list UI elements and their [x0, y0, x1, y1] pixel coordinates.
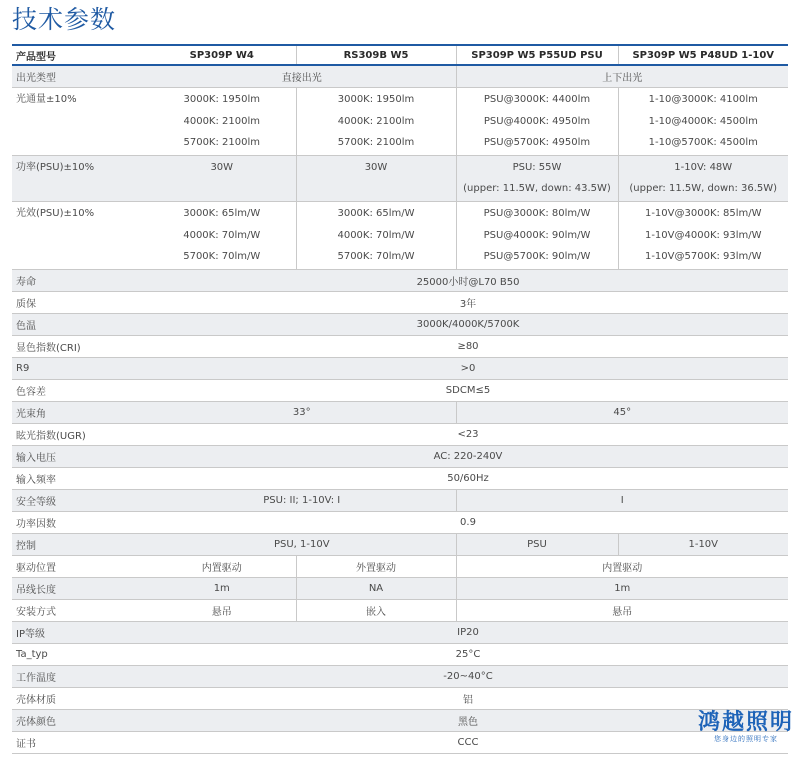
- row-label: 壳体颜色: [12, 709, 148, 731]
- cell: 悬吊: [456, 599, 788, 621]
- row-label: 壳体材质: [12, 687, 148, 709]
- header-row: [12, 45, 788, 65]
- cell: 内置驱动: [456, 555, 788, 577]
- row-driver: [12, 555, 788, 577]
- cell: 1m: [456, 577, 788, 599]
- row-label: 功率(PSU)±10%: [12, 155, 148, 201]
- cell: 嵌入: [296, 599, 456, 621]
- cell: 33°: [148, 401, 456, 423]
- cell: -20~40°C: [148, 665, 788, 687]
- row-label: 驱动位置: [12, 555, 148, 577]
- cell: <23: [148, 423, 788, 445]
- row-label: R9: [12, 357, 148, 379]
- cell: 1-10V: [618, 533, 788, 555]
- model-1: SP309P W4: [148, 45, 296, 65]
- cell: 45°: [456, 401, 788, 423]
- row-label: IP等级: [12, 621, 148, 643]
- row-warranty: [12, 291, 788, 313]
- row-label: 光束角: [12, 401, 148, 423]
- cell: >0: [148, 357, 788, 379]
- row-control: [12, 533, 788, 555]
- row-ugr: [12, 423, 788, 445]
- cell: 内置驱动: [148, 555, 296, 577]
- cell: 25°C: [148, 643, 788, 665]
- row-label: 吊线长度: [12, 577, 148, 599]
- row-ta: [12, 643, 788, 665]
- row-label: 出光类型: [12, 65, 148, 88]
- cell: 外置驱动: [296, 555, 456, 577]
- row-label: 安装方式: [12, 599, 148, 621]
- cell: 直接出光: [148, 65, 456, 88]
- cell: PSU: 55W (upper: 11.5W, down: 43.5W): [456, 155, 618, 201]
- cell: 黑色: [148, 709, 788, 731]
- cell: 1-10V: 48W (upper: 11.5W, down: 36.5W): [618, 155, 788, 201]
- cell: 上下出光: [456, 65, 788, 88]
- row-safety: [12, 489, 788, 511]
- cell: PSU: [456, 533, 618, 555]
- row-label: 输入频率: [12, 467, 148, 489]
- row-pf: [12, 511, 788, 533]
- row-cri: [12, 335, 788, 357]
- cell: PSU@3000K: 80lm/W PSU@4000K: 90lm/W PSU@5700K: 90lm/W: [456, 201, 618, 269]
- page-title: 技术参数: [12, 5, 117, 34]
- brand-name: 鸿越照明: [697, 710, 794, 735]
- row-label: 寿命: [12, 269, 148, 291]
- spec-table: [12, 44, 788, 754]
- cell: CCC: [148, 731, 788, 753]
- cell: 1-10@3000K: 4100lm 1-10@4000K: 4500lm 1-10@5700K: 4500lm: [618, 88, 788, 156]
- cell: 1m: [148, 577, 296, 599]
- row-label: Ta_typ: [12, 643, 148, 665]
- cell: 3000K: 1950lm 4000K: 2100lm 5700K: 2100lm: [296, 88, 456, 156]
- cell: PSU: II; 1-10V: I: [148, 489, 456, 511]
- row-label: 质保: [12, 291, 148, 313]
- row-flux: [12, 88, 788, 156]
- row-label: 工作温度: [12, 665, 148, 687]
- row-temp: [12, 665, 788, 687]
- brand-logo: [698, 711, 794, 744]
- row-label: 安全等级: [12, 489, 148, 511]
- cell: 1-10V@3000K: 85lm/W 1-10V@4000K: 93lm/W 1-10V@5700K: 93lm/W: [618, 201, 788, 269]
- row-frequency: [12, 467, 788, 489]
- brand-slogan: 您身边的照明专家: [713, 735, 778, 743]
- row-cert: [12, 731, 788, 753]
- cell: 50/60Hz: [148, 467, 788, 489]
- row-r9: [12, 357, 788, 379]
- row-label: 色容差: [12, 379, 148, 401]
- row-cct: [12, 313, 788, 335]
- row-label: 光通量±10%: [12, 88, 148, 156]
- cell: ≥80: [148, 335, 788, 357]
- row-mounting: [12, 599, 788, 621]
- cell: AC: 220-240V: [148, 445, 788, 467]
- cell: I: [456, 489, 788, 511]
- model-3: SP309P W5 P55UD PSU: [456, 45, 618, 65]
- row-label: 输入电压: [12, 445, 148, 467]
- row-label: 色温: [12, 313, 148, 335]
- row-sdcm: [12, 379, 788, 401]
- row-label: 显色指数(CRI): [12, 335, 148, 357]
- cell: PSU@3000K: 4400lm PSU@4000K: 4950lm PSU@5700K: 4950lm: [456, 88, 618, 156]
- cell: 3年: [148, 291, 788, 313]
- row-label: 功率因数: [12, 511, 148, 533]
- cell: 30W: [296, 155, 456, 201]
- model-2: RS309B W5: [296, 45, 456, 65]
- cell: PSU, 1-10V: [148, 533, 456, 555]
- cell: 0.9: [148, 511, 788, 533]
- cell: 悬吊: [148, 599, 296, 621]
- cell: IP20: [148, 621, 788, 643]
- cell: 铝: [148, 687, 788, 709]
- row-ip: [12, 621, 788, 643]
- cell: 25000小时@L70 B50: [148, 269, 788, 291]
- row-color: [12, 709, 788, 731]
- cell: SDCM≤5: [148, 379, 788, 401]
- row-lifetime: [12, 269, 788, 291]
- row-cable: [12, 577, 788, 599]
- row-voltage: [12, 445, 788, 467]
- cell: 3000K: 1950lm 4000K: 2100lm 5700K: 2100lm: [148, 88, 296, 156]
- cell: 3000K/4000K/5700K: [148, 313, 788, 335]
- cell: 30W: [148, 155, 296, 201]
- row-label: 眩光指数(UGR): [12, 423, 148, 445]
- model-4: SP309P W5 P48UD 1-10V: [618, 45, 788, 65]
- row-label: 控制: [12, 533, 148, 555]
- row-light-output-type: [12, 65, 788, 88]
- cell: 3000K: 65lm/W 4000K: 70lm/W 5700K: 70lm/W: [296, 201, 456, 269]
- row-power: [12, 155, 788, 201]
- cell: 3000K: 65lm/W 4000K: 70lm/W 5700K: 70lm/W: [148, 201, 296, 269]
- row-efficacy: [12, 201, 788, 269]
- row-label: 证书: [12, 731, 148, 753]
- row-material: [12, 687, 788, 709]
- row-beam: [12, 401, 788, 423]
- row-label: 光效(PSU)±10%: [12, 201, 148, 269]
- cell: NA: [296, 577, 456, 599]
- header-label: 产品型号: [12, 45, 148, 65]
